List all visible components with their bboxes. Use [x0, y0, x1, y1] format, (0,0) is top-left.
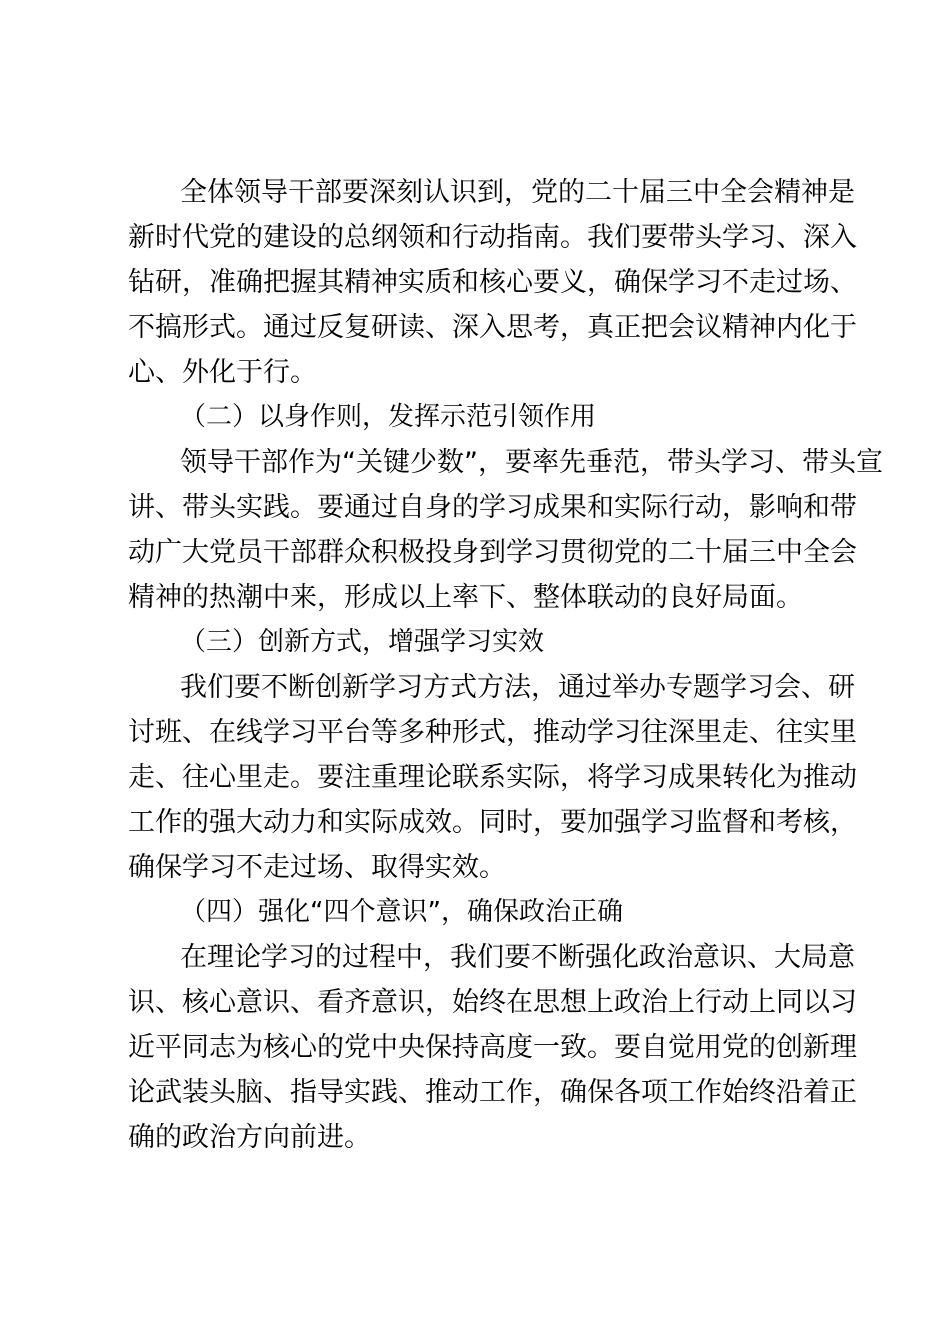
text-line: 我们要不断创新学习方式方法，通过举办专题学习会、研	[180, 672, 855, 703]
text-line: 不搞形式。通过反复研读、深入思考，真正把会议精神内化于	[128, 312, 857, 343]
section-heading-4: （四）强化“四个意识”，确保政治正确	[180, 897, 623, 927]
text-line: 近平同志为核心的党中央保持高度一致。要自觉用党的创新理	[128, 1032, 857, 1063]
document-body	[128, 170, 883, 1160]
text-line: 精神的热潮中来，形成以上率下、整体联动的良好局面。	[128, 582, 803, 613]
paragraph-4	[128, 935, 857, 1160]
text-line: 确保学习不走过场、取得实效。	[128, 852, 506, 883]
text-line: 心、外化于行。	[128, 357, 317, 388]
text-line: 论武装头脑、指导实践、推动工作，确保各项工作始终沿着正	[128, 1077, 857, 1108]
paragraph-3	[128, 665, 857, 890]
text-line: 新时代党的建设的总纲领和行动指南。我们要带头学习、深入	[128, 222, 857, 253]
text-line: 识、核心意识、看齐意识，始终在思想上政治上行动上同以习	[128, 987, 857, 1018]
text-line: 全体领导干部要深刻认识到，党的二十届三中全会精神是	[180, 177, 855, 208]
text-line: 确的政治方向前进。	[128, 1122, 371, 1153]
text-line: 工作的强大动力和实际成效。同时，要加强学习监督和考核，	[128, 807, 857, 838]
section-heading-2: （二）以身作则，发挥示范引领作用	[180, 402, 597, 432]
text-line: 领导干部作为“关键少数”，要率先垂范，带头学习、带头宣	[180, 447, 883, 478]
text-line: 在理论学习的过程中，我们要不断强化政治意识、大局意	[180, 942, 855, 973]
text-line: 动广大党员干部群众积极投身到学习贯彻党的二十届三中全会	[128, 537, 857, 568]
paragraph-1	[128, 170, 857, 395]
text-line: 走、往心里走。要注重理论联系实际，将学习成果转化为推动	[128, 762, 857, 793]
text-line: 钻研，准确把握其精神实质和核心要义，确保学习不走过场、	[128, 267, 857, 298]
paragraph-2	[128, 440, 883, 620]
text-line: 讲、带头实践。要通过自身的学习成果和实际行动，影响和带	[128, 492, 857, 523]
text-line: 讨班、在线学习平台等多种形式，推动学习往深里走、往实里	[128, 717, 857, 748]
section-heading-3: （三）创新方式，增强学习实效	[180, 627, 545, 657]
